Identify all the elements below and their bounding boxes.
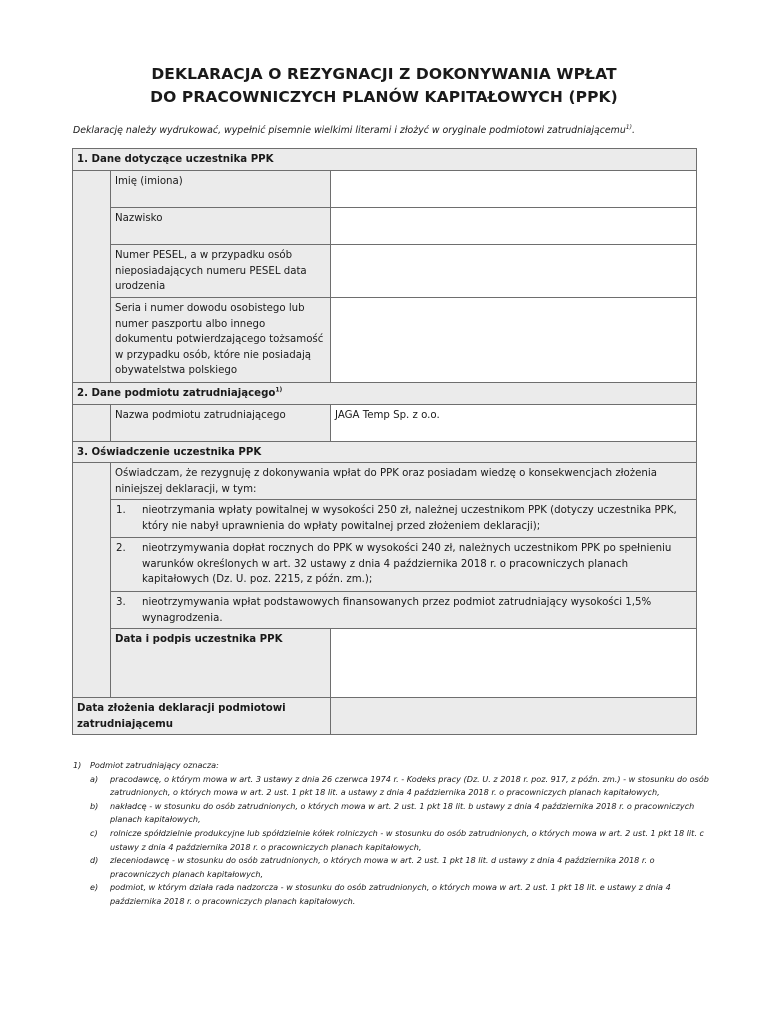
footnote-item-mark: d) [90, 855, 99, 866]
last-name-field[interactable] [330, 207, 697, 245]
section-2-footnote-ref: 1) [275, 386, 283, 394]
footnote-item-mark: a) [90, 773, 99, 784]
signature-label: Data i podpis uczestnika PPK [110, 628, 331, 698]
intro-footnote-ref: 1) [625, 124, 632, 131]
footnote-item-text: pracodawcę, o którym mowa w art. 3 ustawy z dnia 26 czerwca 1974 r. - Kodeks pracy (Dz. U. z 2018 r. poz. 917, z późn. zm.) - w stosunku do osób zatrudnionych, o których mowa w art. 2 ust. 1 pkt 18 lit. a ustawy z dnia 4 października 2018 r. o pracowniczych planach kapitałowych, [110, 773, 709, 798]
employer-name-label: Nazwa podmiotu zatrudniającego [110, 404, 331, 442]
item-text: nieotrzymania wpłaty powitalnej w wysokości 250 zł, należnej uczestnikom PPK (dotyczy uczestnika PPK, który nie nabył uprawnienia do wpłaty powitalnej przed złożeniem deklaracji); [142, 505, 677, 532]
statement-item [110, 591, 697, 629]
submission-date-label: Data złożenia deklaracji podmiotowi zatrudniającemu [72, 697, 331, 735]
intro-period: . [631, 125, 635, 137]
footnote-heading [73, 759, 713, 773]
intro-instructions [73, 124, 713, 136]
pesel-field[interactable] [330, 244, 697, 298]
document-title-line-2: DO PRACOWNICZYCH PLANÓW KAPITAŁOWYCH (PPK) [150, 88, 618, 106]
document-title-line-1: DEKLARACJA O REZYGNACJI Z DOKONYWANIA WPŁAT [151, 65, 617, 83]
intro-text: Deklarację należy wydrukować, wypełnić pisemnie wielkimi literami i złożyć w oryginale podmiotowi zatrudniającemu [73, 125, 626, 137]
section-1-header: 1. Dane dotyczące uczestnika PPK [72, 148, 697, 171]
section-2-header [72, 382, 697, 405]
footnote-item-text: zleceniodawcę - w stosunku do osób zatrudnionych, o których mowa w art. 2 ust. 1 pkt 18 lit. d ustawy z dnia 4 października 2018 r. o pracowniczych planach kapitałowych, [110, 855, 655, 879]
footnote-item [73, 881, 713, 908]
id-document-label: Seria i numer dowodu osobistego lub numer paszportu albo innego dokumentu potwierdzającego tożsamość w przypadku osób, które nie posiadają obywatelstwa polskiego [110, 297, 331, 383]
footnote-item [73, 854, 713, 881]
footnote-marker: 1) [73, 760, 82, 770]
footnote-item-text: podmiot, w którym działa rada nadzorcza - w stosunku do osób zatrudnionych, o których mowa w art. 2 ust. 1 pkt 18 lit. e ustawy z dnia 4 października 2018 r. o pracowniczych planach kapitałowych. [110, 882, 671, 906]
footnote-item-mark: c) [90, 827, 98, 838]
footnote-item [73, 827, 713, 854]
employer-name-field[interactable]: JAGA Temp Sp. z o.o. [330, 404, 697, 442]
footnote-item [73, 800, 713, 827]
section-1-indent [72, 170, 111, 383]
id-document-field[interactable] [330, 297, 697, 383]
section-2-header-text: 2. Dane podmiotu zatrudniającego [77, 388, 276, 399]
submission-date-field[interactable] [330, 697, 697, 735]
footnote-heading-text: Podmiot zatrudniający oznacza: [90, 760, 219, 770]
item-number: 3. [116, 597, 126, 608]
section-3-indent [72, 462, 111, 698]
statement-item [110, 537, 697, 592]
section-2-indent [72, 404, 111, 442]
item-text: nieotrzymywania dopłat rocznych do PPK w wysokości 240 zł, należnych uczestnikom PPK po spełnieniu warunków określonych w art. 32 ustawy z dnia 4 października 2018 r. o pracowniczych planach kapitałowych (Dz. U. poz. 2215, z późn. zm.); [142, 543, 672, 585]
statement-text: Oświadczam, że rezygnuję z dokonywania wpłat do PPK oraz posiadam wiedzę o konsekwencjach złożenia niniejszej deklaracji, w tym: [110, 462, 697, 500]
footnote-item-text: rolnicze spółdzielnie produkcyjne lub spółdzielnie kółek rolniczych - w stosunku do osób zatrudnionych, o których mowa w art. 2 ust. 1 pkt 18 lit. c ustawy z dnia 4 października 2018 r. o pracowniczych planach kapitałowych, [110, 827, 704, 852]
footnote-item-mark: b) [90, 800, 99, 811]
statement-item [110, 499, 697, 538]
last-name-label: Nazwisko [110, 207, 331, 245]
pesel-label: Numer PESEL, a w przypadku osób nieposiadających numeru PESEL data urodzenia [110, 244, 331, 298]
signature-field[interactable] [330, 628, 697, 698]
section-3-header: 3. Oświadczenie uczestnika PPK [72, 441, 697, 463]
first-name-label: Imię (imiona) [110, 170, 331, 208]
footnotes [73, 759, 713, 909]
item-number: 1. [116, 505, 126, 516]
first-name-field[interactable] [330, 170, 697, 208]
item-text: nieotrzymywania wpłat podstawowych finansowanych przez podmiot zatrudniający wysokości 1,5% wynagrodzenia. [142, 597, 652, 624]
declaration-form [72, 148, 697, 735]
item-number: 2. [116, 543, 126, 554]
footnote-item [73, 773, 713, 800]
footnote-item-mark: e) [90, 882, 99, 893]
footnote-item-text: nakładcę - w stosunku do osób zatrudnionych, o których mowa w art. 2 ust. 1 pkt 18 lit. b ustawy z dnia 4 października 2018 r. o pracowniczych planach kapitałowych, [110, 800, 695, 825]
